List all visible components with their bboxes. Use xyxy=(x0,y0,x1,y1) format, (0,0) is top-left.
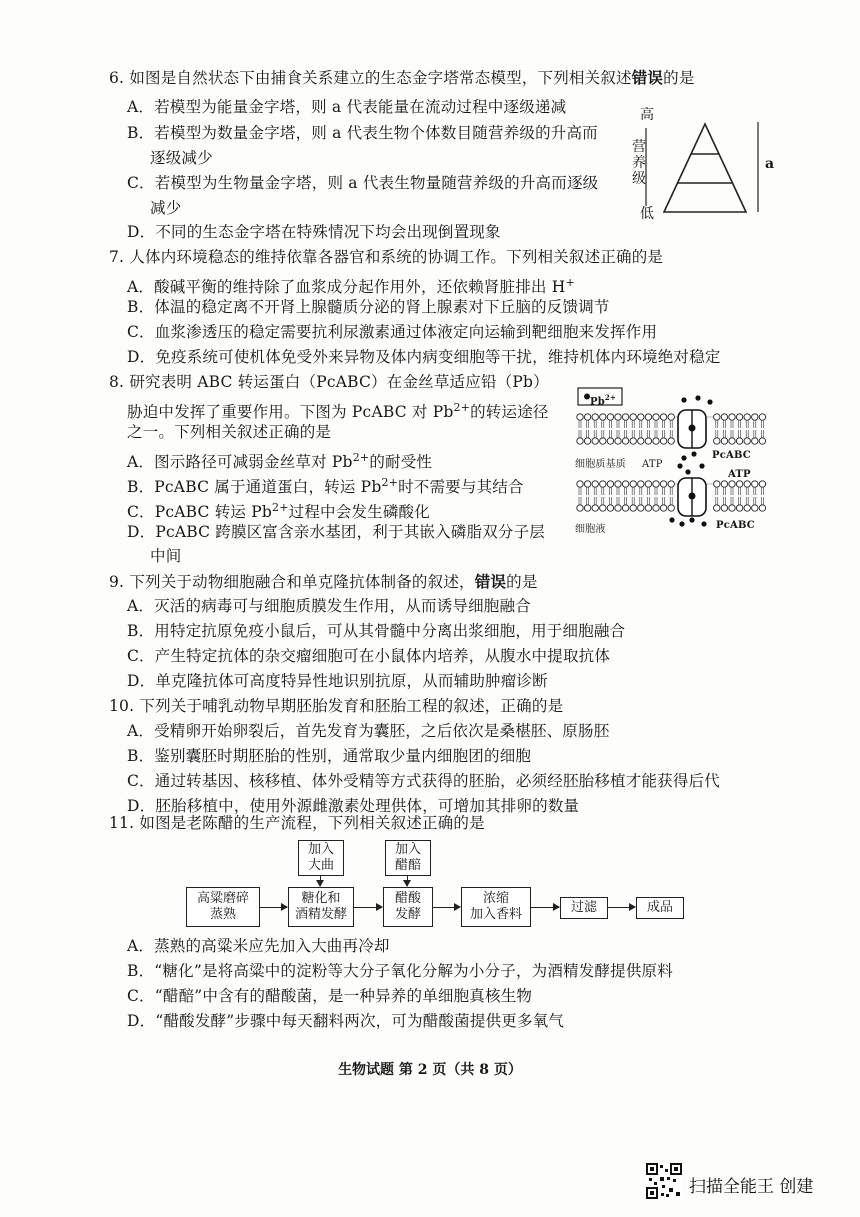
flow-saccharification: 糖化和 酒精发酵 xyxy=(288,887,354,927)
pyramid-a-label: a xyxy=(765,156,775,172)
question-11-option-b: B．“糖化”是将高粱中的淀粉等大分子氧化分解为小分子，为酒精发酵提供原料 xyxy=(127,962,673,980)
membrane-upper xyxy=(577,414,767,444)
question-9-stem: 9. 下列关于动物细胞融合和单克隆抗体制备的叙述，错误的是 xyxy=(109,572,538,591)
question-10-option-d: D．胚胎移植中，使用外源雌激素处理供体，可增加其排卵的数量 xyxy=(127,797,580,815)
question-6-option-d: D．不同的生态金字塔在特殊情况下均会出现倒置现象 xyxy=(127,223,501,241)
question-7-option-a: A．酸碱平衡的维持除了血浆成分起作用外，还依赖肾脏排出 H+ xyxy=(127,276,575,297)
flow-sorghum: 高粱磨碎 蒸熟 xyxy=(186,887,260,927)
question-10-option-b: B．鉴别囊胚时期胚胎的性别，通常取少量内细胞团的细胞 xyxy=(127,747,532,765)
arrow-2 xyxy=(354,907,382,908)
arrow-5 xyxy=(608,907,635,908)
question-11-option-c: C．“醋醅”中含有的醋酸菌，是一种异养的单细胞真核生物 xyxy=(127,987,533,1005)
question-8-option-c: C．PcABC 转运 $Pb^{2+}$过程中会发生磷酸化 xyxy=(127,501,430,522)
question-6-option-b-cont: 逐级减少 xyxy=(150,149,213,167)
question-6-option-c-cont: 减少 xyxy=(150,199,182,217)
arrow-vinegar-down xyxy=(407,876,408,886)
cytoplasm-label: 细胞液 xyxy=(575,524,606,535)
question-11-stem: 11. 如图是老陈醋的生产流程，下列相关叙述正确的是 xyxy=(109,814,485,832)
atp-label-2: ATP xyxy=(728,469,751,480)
membrane-lower xyxy=(577,481,767,511)
arrow-3 xyxy=(433,907,460,908)
question-6-option-b: B．若模型为数量金字塔，则 a 代表生物个体数目随营养级的升高而 xyxy=(127,124,598,142)
extracellular-label: 细胞质基质 xyxy=(575,459,626,470)
question-6-option-a: A．若模型为能量金字塔，则 a 代表能量在流动过程中逐级递减 xyxy=(127,98,567,116)
question-7-option-c: C．血浆渗透压的稳定需要抗利尿激素通过体液定向运输到靶细胞来发挥作用 xyxy=(127,323,658,341)
question-8-stem-line1: 8. 研究表明 ABC 转运蛋白（PcABC）在金丝草适应铅（Pb） xyxy=(109,373,549,391)
question-9-option-a: A．灭活的病毒可与细胞质膜发生作用，从而诱导细胞融合 xyxy=(127,597,531,615)
arrow-4 xyxy=(531,907,559,908)
question-7-stem: 7. 人体内环境稳态的维持依靠各器官和系统的协调工作。下列相关叙述正确的是 xyxy=(109,248,664,266)
question-8-option-d-cont: 中间 xyxy=(150,547,182,565)
question-9-option-d: D．单克隆抗体可高度特异性地识别抗原，从而辅助肿瘤诊断 xyxy=(127,672,548,690)
flow-filter: 过滤 xyxy=(560,897,608,919)
pcabc-label-2: PcABC xyxy=(716,520,755,531)
question-8-stem-line3: 之一。下列相关叙述正确的是 xyxy=(127,423,332,441)
question-11-option-a: A．蒸熟的高粱米应先加入大曲再冷却 xyxy=(127,937,390,955)
question-10-stem: 10. 下列关于哺乳动物早期胚胎发育和胚胎工程的叙述，正确的是 xyxy=(109,697,564,715)
camscanner-watermark: 扫描全能王 创建 xyxy=(689,1177,814,1197)
pyramid-top-label: 高 xyxy=(640,107,655,123)
question-11-option-d: D．“醋酸发酵”步骤中每天翻料两次，可为醋酸菌提供更多氧气 xyxy=(127,1012,565,1030)
page-footer: 生物试题 第 2 页（共 8 页） xyxy=(338,1062,522,1078)
question-9-option-c: C．产生特定抗体的杂交瘤细胞可在小鼠体内培养，从腹水中提取抗体 xyxy=(127,647,611,665)
question-8-option-d: D．PcABC 跨膜区富含亲水基团，利于其嵌入磷脂双分子层 xyxy=(127,523,545,541)
flow-add-daqu: 加入 大曲 xyxy=(298,840,344,876)
atp-label-1: ATP xyxy=(642,459,663,470)
question-10-option-a: A．受精卵开始卵裂后，首先发育为囊胚，之后依次是桑椹胚、原肠胚 xyxy=(127,722,610,740)
pyramid-outline xyxy=(664,124,746,212)
qr-code-icon xyxy=(646,1163,682,1199)
flow-acetic-fermentation: 醋酸 发酵 xyxy=(383,887,433,927)
question-6-option-c: C．若模型为生物量金字塔，则 a 代表生物量随营养级的升高而逐级 xyxy=(127,174,599,192)
flow-add-vinegar: 加入 醋醅 xyxy=(385,840,431,876)
question-8-stem-line2: 胁迫中发挥了重要作用。下图为 PcABC 对 $Pb^{2+}$的转运途径 xyxy=(127,401,549,422)
pcabc-label-1: PcABC xyxy=(712,450,751,461)
flow-concentrate: 浓缩 加入香料 xyxy=(461,887,531,927)
question-8-option-a: A．图示路径可减弱金丝草对 $Pb^{2+}$的耐受性 xyxy=(127,451,433,472)
pyramid-axis-label: 营养级 xyxy=(632,139,647,187)
arrow-1 xyxy=(260,907,287,908)
question-7-option-d: D．免疫系统可使机体免受外来异物及体内病变细胞等干扰，维持机体内环境绝对稳定 xyxy=(127,348,721,366)
pyramid-bottom-label: 低 xyxy=(640,206,655,222)
legend-label: $Pb^{2+}$ xyxy=(590,393,617,408)
question-6-stem: 6. 如图是自然状态下由捕食关系建立的生态金字塔常态模型，下列相关叙述错误的是 xyxy=(109,68,695,87)
arrow-daqu-down xyxy=(320,876,321,886)
question-7-option-b: B．体温的稳定离不开肾上腺髓质分泌的肾上腺素对下丘脑的反馈调节 xyxy=(127,298,610,316)
question-10-option-c: C．通过转基因、核移植、体外受精等方式获得的胚胎，必须经胚胎移植才能获得后代 xyxy=(127,772,720,790)
question-8-option-b: B．PcABC 属于通道蛋白，转运 $Pb^{2+}$时不需要与其结合 xyxy=(127,476,524,497)
flow-product: 成品 xyxy=(636,897,684,919)
question-9-option-b: B．用特定抗原免疫小鼠后，可从其骨髓中分离出浆细胞，用于细胞融合 xyxy=(127,622,626,640)
